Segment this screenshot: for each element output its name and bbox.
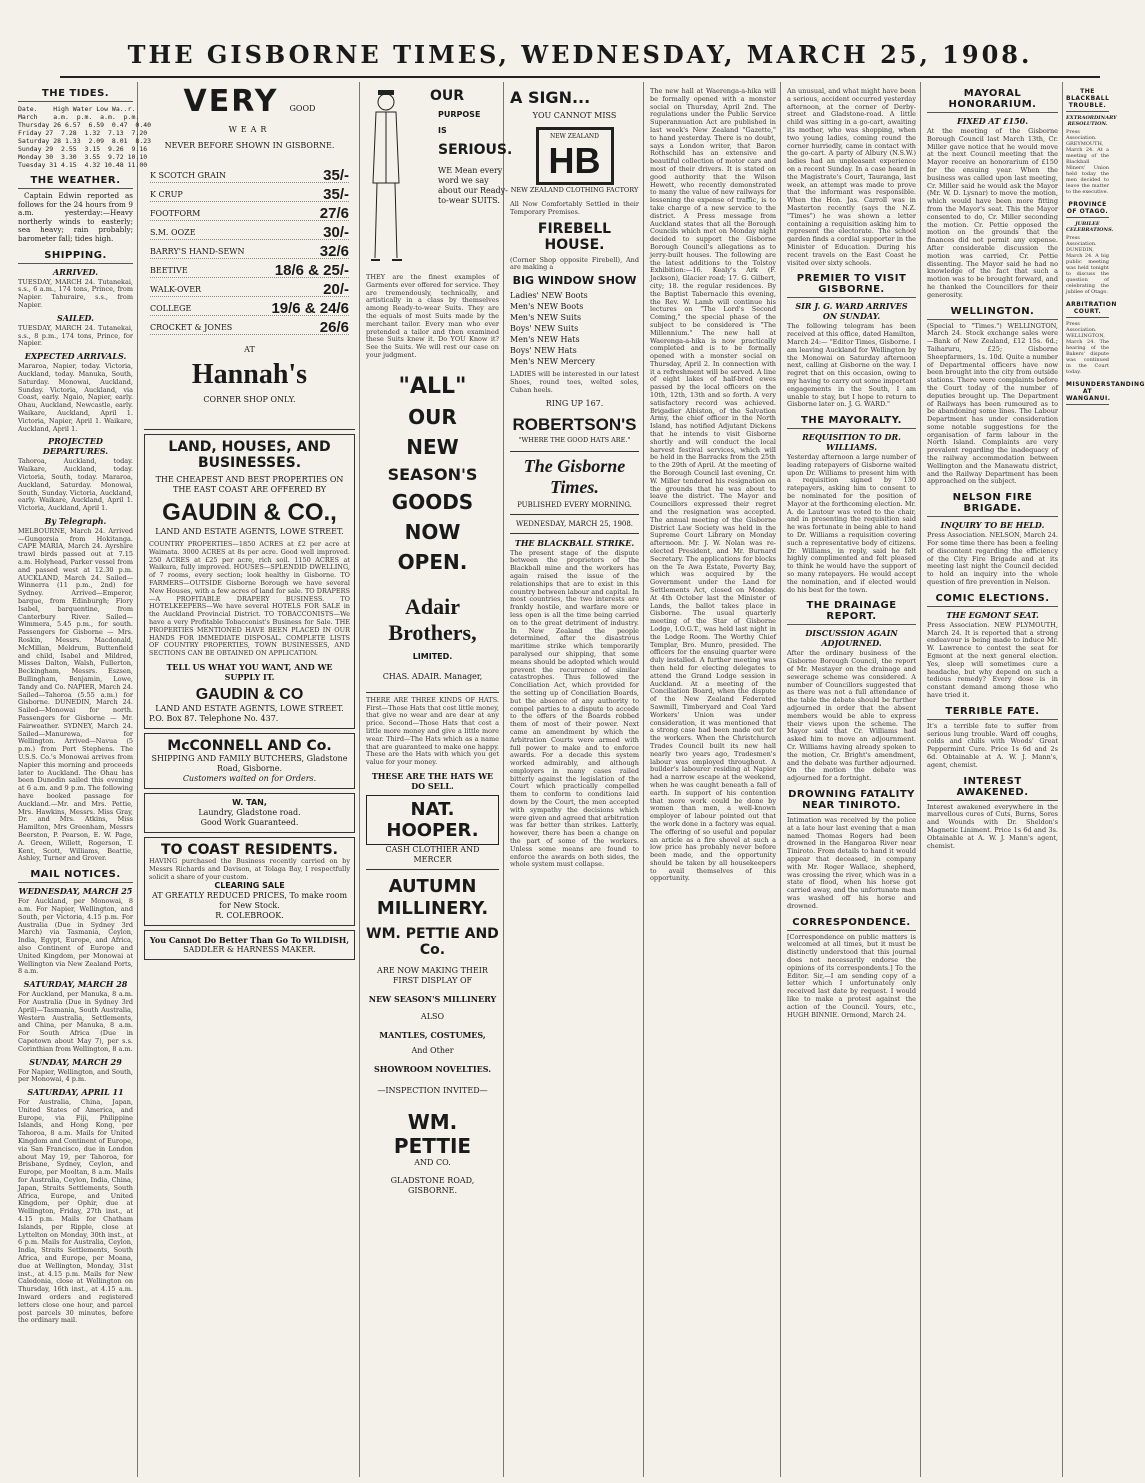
- gaudin-sub-2: LAND AND ESTATE AGENTS, LOWE STREET.: [155, 703, 344, 713]
- mayoral-heading: MAYORAL HONORARIUM.: [927, 88, 1058, 113]
- price-row: [150, 264, 349, 278]
- mayoralty-sub: REQUISITION TO DR. WILLIAMS.: [802, 432, 901, 453]
- new-label: NEW: [406, 434, 459, 459]
- cannot-miss: YOU CANNOT MISS: [532, 111, 617, 120]
- saddler-ad: [144, 930, 355, 960]
- serious-label: SERIOUS.: [438, 142, 513, 158]
- arrived-heading: ARRIVED.: [53, 266, 98, 277]
- hb-top: NEW ZEALAND: [550, 133, 599, 140]
- premier-sub: SIR J. G. WARD ARRIVES ON SUNDAY.: [795, 301, 908, 322]
- manager-label: CHAS. ADAIR. Manager,: [382, 671, 483, 681]
- column-news-1: [646, 82, 781, 1477]
- autumn-millinery: AUTUMN MILLINERY.: [376, 875, 489, 919]
- otago-sub: JUBILEE CELEBRATIONS.: [1066, 221, 1114, 233]
- mayoral-sub: FIXED AT £150.: [956, 116, 1028, 126]
- robertsons: ROBERTSON'S: [512, 414, 637, 434]
- boot-price: 18/6 & 25/-: [274, 262, 349, 279]
- filler-text: (Special to "Times.") WELLINGTON, March 24. Stock exchange sales were—Bank of New Zealand, £12 15s. 6d.; Taiharuru, £25; Gisborne Sheepfarmers, 1s. 10d. Quite a number of Departmental officers have now been brought into the city from outside stations. There were complaints before the Court today of the number of deputies brought up. The Department of Railways has been rumoured as to be abandoning some lines. The Labour Department has under consideration some notable suggestions for the organisation of farm labour in the North Island. Complaints are very prevalent regarding the inadequacy of the railway accommodation between Wellington and the Manawatu district, and the Railway Department has been approached on the subject.: [927, 321, 1058, 486]
- filler-text: For Australia, China, Japan, United States of America, and Europe, via Fiji, Philippine Islands, and Hong Kong, per Tahoroa, 8 a.m. Mails for United Kingdom and Continent of Europe, via San Francisco, due in London about May 19, per Tahoroa, for Brisbane, Sydney, Ceylon, and Europe, per Mooltan, 8 a.m. Mails for Australia, Ceylon, India, China, Japan, Straits Settlements, South Africa, Europe, and United Kingdom, per Ophir, due at Wellington, Friday, 27th inst., at 4.15 p.m. Mails for Chatham Islands, per Ripple, close at Lyttelton on Monday, 30th inst., at 6 p.m. Mails for Australia, Ceylon, India, Straits Settlements, South Africa, and Europe, per Moana, due at Wellington, Monday, 31st inst., at 4.15 p.m. Mails for New Caledonia, close at Wellington on Thursday, 16th inst., at 4.15 a.m. Inward orders and registered letters close one hour, and parcel post parcels 30 minutes, before the ordinary mail.: [18, 1098, 133, 1325]
- boot-name: FOOTFORM: [150, 209, 201, 218]
- filler-text: HAVING purchased the Business recently carried on by Messrs Richards and Davison, at Tolaga Bay, I respectfully solicit a share of your custom.: [149, 856, 350, 881]
- pettie-line: And Other: [411, 1045, 454, 1055]
- mail-date: SATURDAY, MARCH 28: [23, 979, 128, 990]
- purpose-label: PURPOSE: [438, 110, 481, 119]
- mcconnell-sub: SHIPPING AND FAMILY BUTCHERS, Gladstone Road, Gisborne.: [151, 753, 348, 773]
- boot-price: 35/-: [323, 186, 349, 203]
- our-label: OUR: [430, 88, 465, 104]
- boot-price: 19/6 & 24/6: [271, 300, 349, 317]
- blackball-heading: THE BLACKBALL TROUBLE.: [1066, 88, 1109, 112]
- price-row: [150, 226, 349, 240]
- price-row: [150, 302, 349, 316]
- filler-text: Press Association. GREYMOUTH, March 24. At a meeting of the Blackball Miners' Union held today the men decided to leave the matter to the executive.: [1066, 129, 1109, 195]
- filler-text: Press Association. NELSON, March 24. For some time there has been a feeling of discontent regarding the efficiency of the City Fire Brigade and at its meeting last night the Council decided to hold an inquiry into the whole question of fire prevention in Nelson.: [927, 531, 1058, 587]
- price-list: [150, 169, 349, 335]
- masthead: [60, 34, 1100, 78]
- filler-text: THEY are the finest examples of Garments ever offered for service. They are tremendously, technically, and artistically in a class by themselves among Ready-to-wear Suits. They are the equals of most Suits made by the merchant tailor. Every man who ever pretended a tailor and then examined these Suits knew it. Do YOU Know it? See the Suits. We will rest our case on your judgment.: [366, 273, 499, 359]
- filler-text: Interest awakened everywhere in the marvellous cures of Cuts, Burns, Sores and Wounds with Dr. Sheldon's Magnetic Liniment. Price 1s 6d and 3s. Obtainable at A. W. J. Mann's agent, chemist.: [927, 802, 1058, 850]
- boot-price: 35/-: [323, 167, 349, 184]
- mcconnell-ad: [144, 733, 355, 789]
- pettie-line: SHOWROOM NOVELTIES.: [373, 1063, 491, 1074]
- published-label: PUBLISHED EVERY MORNING.: [517, 500, 632, 509]
- column-adair-ads: [362, 82, 513, 1477]
- boot-name: BARRY'S HAND-SEWN: [150, 247, 245, 256]
- filler-text: MELBOURNE, March 24. Arrived—Gungorsia from Hokitanga. CAPE MARIA, March 24. Ayrshire trawl birds passed out at 7.15 a.m. Holyhead, Parker vessel from and passed west at 12.30 p.m. AUCKLAND, March 24. Sailed—Winnerra (11 p.m., 2nd) for Sydney. Arrived—Emperor, barque, from Edinburgh; Flory Isabel, barquentine, from Canterbury River. Sailed—Wimmera, 5.45 p.m., for south. Passengers for Gisborne — Mrs. Roskin, Messrs. Macdonald, McMillan, Meldrum, Buttenfield and child, Isabel and Mildred, Misses Dalton, Walsh, Fullerton, Beckingham, Messrs. Eszsen, Bullingham, Benjamin, Lowe, Tandy and Co. NAPIER, March 24. Sailed—Tahoroa (5.55 a.m.) for Gisborne. DUNEDIN, March 24. Sailed—Monowai for north. Passengers for Gisborne — Mr. Fairweather. SYDNEY, March 24. Sailed—Manurewa, for Wellington. Arrived—Navua (5 p.m.) from Port Stephens. The U.S.S. Co.'s Monowai arrives from Napier this morning and proceeds later to Auckland. The Ohau has been Dunedin sailed this evening at 6 a.m. and 9 p.m. The following have booked passage for Auckland.—Mr. and Mrs. Pettie, Mrs. Hawkins, Messrs. Miss Gray, Dr. and Mrs. Atkins, Miss Hamilton, Mrs Greenham, Messrs Beerston, P. Pearson, E. W. Page, A. Green, Willett, Rogerson, T. Kent, Scott, Williams, Beattie, Ashley, Turner and Grover.: [18, 526, 133, 863]
- mail-date: SATURDAY, APRIL 11: [27, 1087, 124, 1098]
- filler-text: All Now Comfortably Settled in their Temporary Premises.: [510, 200, 639, 216]
- gisborne-times-title: The Gisborne Times.: [523, 455, 626, 497]
- divider: [366, 869, 499, 870]
- big-window-show: BIG WINDOW SHOW: [512, 274, 637, 288]
- wear-label: WEAR: [228, 125, 271, 134]
- boot-price: 30/-: [323, 224, 349, 241]
- saddler-line: You Cannot Do Better Than Go To WILDISH,: [149, 935, 350, 946]
- filler-text: It's a terrible fate to suffer from serious lung trouble. Ward off coughs, colds and chills with Woods' Great Peppermint Cure. Price 1s 6d and 2s 6d. Obtainable at A. W. J. Mann's, agent, chemist.: [927, 721, 1058, 769]
- filler-text: The present stage of the dispute between the proprietors of the Blackball mine and the workers has again raised the issue of the relationships that are to exist in this country between labour and capital. In most countries, the two interests are frankly hostile, and warfare more or less open is all the time being carried on to the great detriment of industry. In New Zealand the people determined, after the disastrous maritime strike which temporarily paralysed our shipping, that some means should be adopted which would prevent the recurrence of similar catastrophes. Thus followed the Conciliation Act, which provided for the setting up of Conciliation Boards, but the absence of any authority to compel parties to a dispute to accede to the offers of the Boards robbed them of most of their power. Next came an amendment by which the Arbitration Courts were armed with full power to make and to enforce awards. For a decade this system worked admirably, and although employers in many cases railed bitterly against the legislation of the Court which practically compelled them to conform to conditions laid down by the Court, the men accepted with sympathy the decisions which were given and agreed that arbitration was far better than strikes. Latterly, however, there has been a change on the part of some of the workers. Unless some means are found to enforce the awards on both sides, the whole system must collapse.: [510, 548, 639, 869]
- terrible-heading: TERRIBLE FATE.: [927, 706, 1058, 720]
- boot-name: K SCOTCH GRAIN: [150, 171, 227, 180]
- filler-text: At the meeting of the Gisborne Borough Council last March 13th, Cr. Miller gave notice that he would move at the next Council meeting that the Mayor receive an honorarium of £150 for the ensuing year. When the business was called upon last meeting, Cr. Miller said he would ask the Mayor (Mr. W. D. Lysnar) to move the motion, which would have been more fitting from the Mayor's seat. This the Mayor consented to do, Cr. Miller seconding the motion. Cr. Pettie opposed the motion on the grounds that the finances did not permit any expense. After considerable discussion the motion was carried, Cr. Pettie dissenting. The Mayor said he had no knowledge of the fact that such a motion was to be brought forward, and he thanked the Councillors for their generosity.: [927, 127, 1058, 299]
- goods-label: GOODS: [391, 489, 474, 514]
- divider: [510, 533, 639, 534]
- pettie-addr: GLADSTONE ROAD, GISBORNE.: [390, 1175, 475, 1195]
- mcconnell-note: Customers waited on for Orders.: [182, 773, 317, 783]
- filler-text: Press Association. WELLINGTON, March 24. The hearing of the Bakers' dispute was continued in the Court today.: [1066, 321, 1109, 375]
- premier-heading: PREMIER TO VISIT GISBORNE.: [787, 273, 916, 298]
- comic-heading: COMIC ELECTIONS.: [927, 593, 1058, 607]
- new-row: Boys' NEW Suits: [510, 324, 579, 334]
- filler-text: [Correspondence on public matters is welcomed at all times, but it must be distinctly understood that this journal does not necessarily endorse the opinions of its correspondents.] To the Editor. Sir,—I am sending copy of a letter which I unfortunately only received last date by request. I would like to make a protest against the action of the Council. Yours, etc., HUGH BINNIE. Ormond, March 24.: [787, 932, 916, 1019]
- filler-text: An unusual, and what might have been a serious, accident occurred yesterday afternoon, at the corner of Derby-street and Gladstone-road. A little child was sitting in a go-cart, awaiting its mother, who was shopping, when two young ladies, coming round the corner hurriedly, came in contact with the go-cart. A party of Albury (N.S.W.) ladies had an unpleasant experience on a recent Sunday. In a case heard in the Magistrate's Court, Tauranga, last week, an attempt was made to prove that the informant was responsible. When the Hon. Jas. Carroll was in Masterton recently (says the N.Z. "Times") he was shown a letter containing a requisition asking him to represent the electorate. The school garden finds a cordial supporter in the Minister of Education. During his recent travels on the East Coast he visited over sixty schools.: [787, 87, 916, 267]
- drainage-sub: DISCUSSION AGAIN ADJOURNED.: [805, 628, 898, 649]
- filler-text: For Napier, Wellington, and South, per Monowai, 4 p.m.: [18, 1067, 133, 1084]
- weather-heading: THE WEATHER.: [18, 175, 133, 189]
- seasons-label: SEASON'S: [387, 464, 478, 484]
- price-row: [150, 188, 349, 202]
- filler-text: COUNTRY PROPERTIES—1850 ACRES at £2 per acre at Waimata. 3000 ACRES at 8s per acre. Good well improved. 250 ACRES at £25 per acre, rich soil. 1150 ACRES at Waikura, fully improved. HOUSES—SPLENDID DWELLING, of 7 rooms, every section; look healthy in Gisborne. TO FARMERS—OUTSIDE Gisborne Borough we have several New Houses, with a few acres of land for sale. TO DRAPERS—A PROFITABLE DRAPERY BUSINESS. TO HOTELKEEPERS—We have several HOTELS FOR SALE in the Auckland Provincial District. TO TOBACCONISTS—We have a very Profitable Tobacconist's Business for Sale. THE PROPERTIES MENTIONED HAVE BEEN PLACED IN OUR HANDS FOR IMMEDIATE DISPOSAL. COMPLETE LISTS OF COUNTRY PROPERTIES, TOWN BUSINESSES, AND SECTIONS CAN BE OBTAINED ON APPLICATION.: [149, 540, 350, 658]
- our-label-2: OUR: [408, 404, 457, 429]
- divider: [144, 429, 355, 430]
- column-news-2: [783, 82, 921, 1477]
- price-row: [150, 169, 349, 183]
- land-sub: THE CHEAPEST AND BEST PROPERTIES ON THE EAST COAST ARE OFFERED BY: [155, 475, 344, 494]
- new-row: Men's NEW Suits: [510, 313, 582, 323]
- coast-sale: CLEARING SALE: [214, 881, 285, 891]
- gaudin-firm: GAUDIN & CO.,: [162, 499, 337, 526]
- filler-text: After the ordinary business of the Gisborne Borough Council, the report of Mr. Mestayer on the drainage and sewerage scheme was considered. A number of Councillors suggested that as there was not a full attendance of the table the debate should be further adjourned in order that the absent members would be able to express their views upon the scheme. The Mayor said that Cr. Williams had asked him to move an adjournment. Cr. Williams having already spoken to the motion, Cr. Bright's amendment, and the debate was further adjourned. On the motion the debate was adjourned for a fortnight.: [787, 649, 916, 783]
- filler-text: TUESDAY, MARCH 24. Tutanekai, s.s., 8 p.m., 174 tons, Prince, for Napier.: [18, 323, 133, 348]
- drainage-heading: THE DRAINAGE REPORT.: [787, 600, 916, 625]
- filler-text: THERE ARE THREE KINDS OF HATS. First—Those Hats that cost little money, that give no wear and are dear at any price. Second—Those Hats that cost a little more money and give a little more wear. Third—The Hats which as a name that are guaranteed to make one happy. These are the Hats with which you get value for your money.: [366, 695, 499, 767]
- pettie-line: NEW SEASON'S MILLINERY: [368, 993, 497, 1004]
- all-label: "ALL": [398, 373, 467, 399]
- pettie-sub-2: AND CO.: [414, 1157, 451, 1167]
- boot-name: K CRUP: [150, 190, 183, 199]
- shipping-heading: SHIPPING.: [18, 250, 133, 264]
- coast-heading: TO COAST RESIDENTS.: [161, 841, 338, 858]
- we-mean-text: WE Mean every word we say about our Ready-to-wear SUITS.: [438, 166, 508, 205]
- hats-we-sell: THESE ARE THE HATS WE DO SELL.: [371, 770, 494, 791]
- filler-text: TUESDAY, MARCH 24. Tutanekai, s.s., 6 a.m., 174 tons, Prince, from Napier. Tahuraire, s.s., from Napier.: [18, 277, 133, 309]
- weather-text: Captain Edwin reported as follows for the 24 hours from 9 a.m. yesterday:—Heavy northerly winds to easterly; sea heavy; rain probably; barometer fall; tides high.: [18, 191, 133, 243]
- drowning-heading: DROWNING FATALITY NEAR TINIROTO.: [787, 789, 916, 814]
- filler-text: Mararoa, Napier, today. Victoria, Auckland, today. Manuka, South, Saturday. Monowai, Auckland, Sunday. Victoria, Auckland, via Coast, early. Ngaio, Napier, early. Ohau, Auckland, Newcastle, early. Waikare, Auckland, April 1. Victoria, Napier, April 1. Waikare, Auckland, April 1.: [18, 362, 133, 433]
- filler-text: Tahoroa, Auckland, today. Waikare, Auckland, today. Victoria, South, today. Mararoa, Auckland, Saturday. Monowai, South, Sunday. Victoria, Auckland, early. Waikare, Auckland, April 1. Victoria, Auckland, April 1.: [18, 457, 133, 513]
- pettie-line: —INSPECTION INVITED—: [377, 1085, 488, 1095]
- good-label: GOOD: [289, 104, 316, 113]
- tides-heading: THE TIDES.: [18, 88, 133, 102]
- pettie-name-2: WM. PETTIE: [393, 1109, 472, 1158]
- gaudin-sub: LAND AND ESTATE AGENTS, LOWE STREET.: [155, 527, 344, 536]
- blackball-sub: EXTRAORDINARY RESOLUTION.: [1066, 115, 1117, 127]
- pettie-line: ALSO: [420, 1011, 445, 1021]
- boot-price: 32/6: [319, 243, 349, 260]
- is-label: IS: [438, 126, 447, 135]
- column-tides-shipping: [14, 82, 152, 1477]
- mail-date: WEDNESDAY, MARCH 25: [18, 886, 133, 897]
- nelson-sub: INQUIRY TO BE HELD.: [940, 520, 1045, 531]
- wellington-heading: WELLINGTON.: [927, 306, 1058, 320]
- sign-heading: A SIGN...: [510, 88, 591, 107]
- tell-us: TELL US WHAT YOU WANT, AND WE SUPPLY IT.: [166, 661, 333, 682]
- corner-shop-label: CORNER SHOP ONLY.: [203, 395, 296, 404]
- filler-text: The new hall at Waerenga-a-hika will be formally opened with a monster social on Thursday, April 2nd. The regulations under the Public Service Superannuation Act are published in last week's New Zealand "Gazette," to hand yesterday. There is no doubt, says a London writer, that Baron Rothschild has an extensive and beautiful collection of motor cars and most of their drivers. It is stated on good authority that the Wilson Hewett, who recently demonstrated to many the value of new railways for lessening the expense of traffic, is to take charge of a new service to the district. A Press message from Auckland states that all the Borough Councils which met on Monday night decided to support the Gisborne Borough Council's allegations as to jerry-built houses. The following are the latest additions to the Tolstoy Exhibition:—16. Kealy's Ark (F. Jackson), Glacier road; 17. G. Gilbert, city; 18. the regular residences. By the Baptist Tabernacle this evening, the Rev. W. Lamb will continue his lectures on "The Lord's Second Coming," the special phase of the subject to be considered is "The Millennium." The new hall at Waerenga-a-hika is now practically completed and is to be formally opened with a monster social on Thursday, April 2. In connection with it a refreshment will be served. A line of eight lakes of half-bred ewes passed by the local officers on the 10th, 12th, 13th and so forth. A very satisfactory record was achieved. Brigadier Albiston, of the Salvation Army, the chief officer in the North Island, has notified Adjutant Dickens that he intends to visit Gisborne shortly and will conduct the local harvest festival services, which will be held in the Barracks from the 25th to the 29th of April. At the meeting of the Borough Council last evening, Cr. W. Miller tendered his resignation on the grounds that he was about to leave the district. The Mayor and Councillors expressed their regret and the resignation was accepted. The annual meeting of the Gisborne District Law Society was held in the Supreme Court Library on Monday afternoon. Mr. J. W. Nolan was re-elected President, and Mr. Burnard Secretary. The applications for blocks on the Te Awa Estate, Poverty Bay, which was acquired by the Government under the Land for Settlements Act, closed on Monday. At 4th October last the Minister of Lands, the ballot takes place in Gisborne. The usual quarterly meeting of the Star of Gisborne Lodge, I.O.G.T., was held last night in the Lodge Room. The Worthy Chief Templar, Bro. Munro, presided. The officers for the ensuing quarter were duly installed. A further meeting was then held for electing delegates to attend the Grand Lodge session in Auckland. At a meeting of the Conciliation Board, when the dispute of the New Zealand Federated Sawmill, Timberyard and Coal Yard Workers' Union was under consideration, it was mentioned that a strong case had been made out for the workers. When the Christchurch Trades Council built its new hall nearly two years ago, Tradesmen's labour was employed throughout. A builder's labourer residing at Napier had a narrow escape at the weekend, when he was caught beneath a fall of earth. In support of his contention that more work could be done by women than men, a well-known employer of labour pointed out that the work done in a factory was equal. The offering of so useful and popular an article as a fire shovel at such a low price has probably never before been made, and the opportunity should be taken by all housekeepers to avail themselves of this opportunity.: [650, 87, 776, 883]
- hannahs-name: Hannah's: [191, 359, 308, 390]
- column-hannahs-ads: [140, 82, 360, 1477]
- projected-heading: PROJECTED DEPARTURES.: [42, 436, 109, 457]
- new-row: Ladies' NEW Boots: [510, 291, 588, 301]
- mail-heading: MAIL NOTICES.: [18, 869, 133, 883]
- coast-ad: [144, 837, 355, 926]
- boot-price: 27/6: [319, 205, 349, 222]
- mcconnell-name: McCONNELL AND Co.: [167, 737, 332, 754]
- sailed-heading: SAILED.: [57, 312, 94, 323]
- column-firebell-leader: [506, 82, 644, 1477]
- hb-logo-icon: HB: [548, 140, 601, 181]
- open-label: OPEN.: [397, 549, 468, 574]
- nelson-heading: NELSON FIRE BRIGADE.: [927, 492, 1058, 517]
- column-news-4: [1065, 82, 1145, 1477]
- gentleman-illustration-icon: [366, 88, 406, 268]
- very-headline: VERY: [183, 84, 279, 119]
- mail-date: SUNDAY, MARCH 29: [29, 1056, 122, 1067]
- comic-sub: THE EGMONT SEAT.: [946, 609, 1039, 620]
- arbitration-heading: ARBITRATION COURT.: [1066, 301, 1109, 318]
- robertsons-sub: "WHERE THE GOOD HATS ARE.": [518, 435, 631, 444]
- price-row: [150, 207, 349, 221]
- at-label: AT: [244, 345, 255, 354]
- laundry-sub: Laundry, Gladstone road.: [198, 807, 301, 817]
- price-row: [150, 245, 349, 259]
- filler-text: For Auckland, per Monowai, 8 a.m. For Napier, Wellington, and South, per Victoria, 4.15 p.m. For Australia (Due in Sydney 3rd March) via Tasmania, Ceylon, India, Egypt, Europe, and Africa, also Continent of Europe and United Kingdom, per Monowai at Wellington via New Zealand Ports, 8 a.m.: [18, 897, 133, 976]
- land-heading: LAND, HOUSES, AND BUSINESSES.: [168, 439, 331, 471]
- price-row: [150, 283, 349, 297]
- never-shown-label: NEVER BEFORE SHOWN IN GISBORNE.: [164, 141, 335, 150]
- firebell-house: FIREBELL HOUSE.: [537, 220, 612, 253]
- filler-text: The following telegram has been received at this office, dated Hamilton, March 24:— "Editor Times, Gisborne. I am leaving Auckland for Wellington by the Monowai on Saturday afternoon next, calling at Gisborne on the way. I regret that on this occasion, owing to my having to carry out some important engagements in the South, I am unable to stay, but I hope to return to Gisborne later on. J. G. WARD.": [787, 322, 917, 409]
- filler-text: Yesterday afternoon a large number of leading ratepayers of Gisborne waited upon Dr. Williams to present him with a requisition signed by 130 ratepayers, asking him to consent to be nominated for the position of Mayor at the forthcoming election. Mr. A. de Lautour was voted to the chair, and in presenting the requisition said he was fortunate in being able to hand to Dr. Williams a requisition covering such a representative body of citizens. Dr. Williams, in reply, said he felt highly complimented and felt pleased to think he would have the support of so many ratepayers. He would accept the nomination, and if elected would do his best for the town.: [787, 453, 916, 594]
- gaudin-firm-2: GAUDIN & CO: [195, 685, 304, 703]
- boot-price: 20/-: [323, 281, 349, 298]
- correspondence-heading: CORRESPONDENCE.: [787, 917, 916, 931]
- nat-hooper-sub: CASH CLOTHIER AND MERCER: [385, 844, 480, 864]
- divider: [510, 451, 639, 452]
- new-row: Men's NEW Hats: [510, 335, 580, 345]
- gaudin-ad: [144, 434, 355, 729]
- new-row: Men's NEW Boots: [510, 302, 584, 312]
- pettie-name: WM. PETTIE AND Co.: [366, 925, 499, 958]
- gaudin-box: P.O. Box 87. Telephone No. 437.: [149, 713, 279, 723]
- filler-text: Press Association. NEW PLYMOUTH, March 24. It is reported that a strong endeavour is being made to induce Mr. W. Lawrence to contest the seat for Egmont at the next general election. Yes, sleep will sometimes cure a headache, but why depend on such a tedious remedy? Every dose is in constant demand among those who have tried it.: [927, 620, 1058, 700]
- saddler-sub: SADDLER & HARNESS MAKER.: [183, 945, 316, 955]
- laundry-name: W. TAN,: [232, 797, 267, 807]
- adair-brothers: Adair Brothers,: [388, 593, 477, 645]
- price-row: [150, 321, 349, 335]
- divider: [366, 692, 499, 693]
- nat-hooper: NAT. HOOPER.: [366, 795, 499, 845]
- divider: [510, 514, 639, 515]
- limited-label: LIMITED.: [412, 651, 453, 661]
- interest-heading: INTEREST AWAKENED.: [927, 776, 1058, 801]
- laundry-ad: [144, 793, 355, 833]
- now-label: NOW: [404, 519, 461, 544]
- boot-name: WALK-OVER: [150, 285, 202, 294]
- expected-heading: EXPECTED ARRIVALS.: [24, 351, 127, 362]
- otago-heading: PROVINCE OF OTAGO.: [1066, 201, 1109, 218]
- filler-text: (Corner Shop opposite Firebell), And are making a: [510, 255, 639, 272]
- boot-name: S.M. OOZE: [150, 228, 196, 237]
- tides-table: Date. High Water Low Wa..r. March a.m. p.m. a.m. p.m. Thursday 26 6.57 6.59 0.47 0.40 Friday 27 7.28 1.32 7.13 7.20 Saturday 28 1.33 2.09 8.01 8.23 Sunday 29 2.55 3.15 9.26 9.16 Monday 30 3.30 3.55 9.72 10.10 Tuesday 31 4.15 4.32 10.48 11.00: [18, 105, 152, 169]
- filler-text: For Auckland, per Manuka, 8 a.m. For Australia (Due in Sydney 3rd April)—Tasmania, South Australia, Western Australia, Settlements, and China, per Manuka, 8 a.m. For South Africa (Due in Capetown about May 7), per s.s. Corinthian from Wellington, 8 a.m.: [18, 990, 133, 1053]
- new-list: [510, 290, 639, 367]
- coast-sub: AT GREATLY REDUCED PRICES, To make room for New Stock.: [151, 891, 348, 911]
- filler-text: LADIES will be interested in our latest Shoes, round toes, welted soles, Cuban heels.: [510, 370, 639, 394]
- pettie-line: MANTLES, COSTUMES,: [379, 1029, 486, 1040]
- masthead-title: THE GISBORNE TIMES, WEDNESDAY, MARCH 25, 1908.: [127, 40, 1033, 69]
- new-row: Men's NEW Mercery: [510, 357, 595, 367]
- boot-name: BEETIVE: [150, 266, 188, 275]
- new-row: Boys' NEW Hats: [510, 346, 577, 356]
- filler-text: Press Association. DUNEDIN, March 24. A big public meeting was held tonight to discuss the question of celebrating the jubilee of Otago.: [1066, 235, 1109, 295]
- strike-heading: THE BLACKBALL STRIKE.: [514, 537, 635, 548]
- boot-price: 26/6: [319, 319, 349, 336]
- edition-date: WEDNESDAY, MARCH 25, 1908.: [515, 519, 634, 528]
- coast-name: R. COLEBROOK.: [215, 911, 284, 921]
- filler-text: Intimation was received by the police at a late hour last evening that a man named Thomas Rogers had been drowned in the Hangaroa River near Tiniroto. From details to hand it would appear that deceased, in company with Mr. Roger Wallace, shepherd, was crossing the river, which was in a state of flood, when his horse got carried away, and the unfortunate man was washed off his horse and drowned.: [787, 815, 916, 910]
- mayoralty-heading: THE MAYORALTY.: [787, 415, 916, 429]
- hb-sub: NEW ZEALAND CLOTHING FACTORY: [510, 186, 639, 194]
- boot-name: COLLEGE: [150, 304, 192, 313]
- laundry-note: Good Work Guaranteed.: [200, 817, 299, 827]
- telegraph-heading: By Telegraph.: [44, 515, 107, 526]
- column-news-3: [923, 82, 1063, 1477]
- ring-up: RING UP 167.: [545, 398, 604, 408]
- wanganui-heading: MISUNDERSTANDING AT WANGANUI.: [1066, 381, 1109, 405]
- pettie-line: ARE NOW MAKING THEIR FIRST DISPLAY OF: [377, 965, 488, 985]
- boot-name: CROCKET & JONES: [150, 323, 233, 332]
